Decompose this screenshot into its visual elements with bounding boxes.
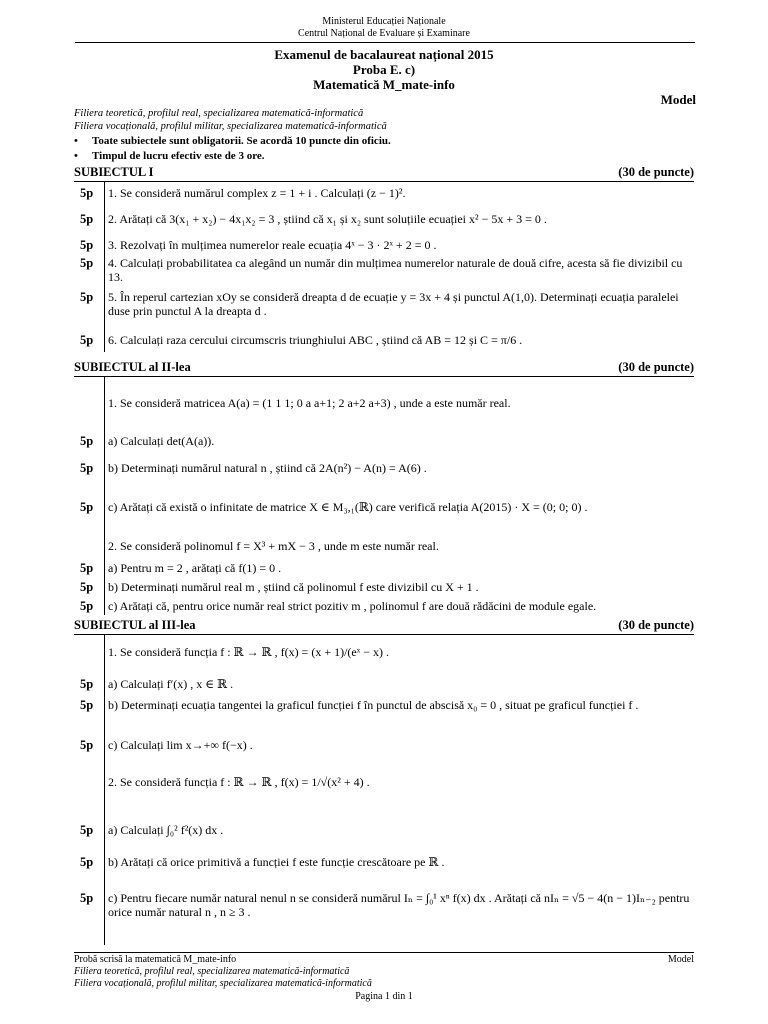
page-number: Pagina 1 din 1: [355, 991, 413, 1002]
section-1-vline: [104, 182, 105, 352]
proba-title: Proba E. c): [352, 62, 416, 77]
footer-line-3: Filiera vocațională, profilul militar, specializarea matematică-informatică: [74, 978, 372, 989]
model-label: Model: [660, 92, 696, 107]
section-1-points: (30 de puncte): [618, 165, 694, 179]
instruction-2: • Timpul de lucru efectiv este de 3 ore.: [74, 150, 265, 162]
subject-title: Matematică M_mate-info: [313, 77, 455, 92]
instruction-1: • Toate subiectele sunt obligatorii. Se acordă 10 puncte din oficiu.: [74, 135, 391, 147]
filiera-vocationala: Filiera vocațională, profilul militar, specializarea matematică-informatică: [74, 121, 387, 132]
section-3-header: [74, 618, 694, 633]
header-rule: [75, 42, 695, 43]
center-name: Centrul Național de Evaluare și Examinare: [298, 28, 470, 39]
section-3-rule: [74, 634, 694, 635]
section-1-header: [74, 165, 694, 180]
section-3-vline: [104, 635, 105, 945]
filiera-teoretica: Filiera teoretică, profilul real, specializarea matematică-informatică: [74, 108, 364, 119]
footer-rule: [74, 952, 694, 953]
section-2-rule: [74, 376, 694, 377]
section-2-vline: [104, 377, 105, 615]
bullet-icon: •: [74, 135, 78, 147]
section-2-title: SUBIECTUL al II-lea: [74, 360, 191, 374]
exam-page: Ministerul Educației Naționale Centrul Național de Evaluare și Examinare Examenul de bacalaureat național 2015 Proba E. c) Matematică M_mate-info Model Filiera teoretică, profilul real, specializarea matematică-informatică Filiera vocațională, profilul militar, specializarea matematică-informatică • Toate subiectele sunt obligatorii. Se acordă 10 puncte din oficiu. • Timpul de lucru efectiv este de 3 ore. SUBIECTUL I (30 de puncte) 5p 1. Se consideră numărul complex z = 1 + i . Calculați (z − 1)². 5p 2. Arătați că 3(x₁ + x₂) − 4x₁x₂ = 3 , știind că x₁ și x₂ sunt soluțiile ecuației x² − 5x + 3 = 0 . 5p 3. Rezolvați în mulțimea numerelor reale ecuația 4ˣ − 3 · 2ˣ + 2 = 0 . 5p 4. Calculați probabilitatea ca alegând un număr din mulțimea numerelor naturale de două cifre, acesta să fie divizibil cu 13. 5p 5. În reperul cartezian xOy se consideră dreapta d de ecuație y = 3x + 4 și punctul A(1,0). Determinați ecuația paralelei duse prin punctul A la dreapta d . 5p 6. Calculați raza cercului circumscris triunghiului ABC , știind că AB = 12 și C = π/6 . SUBIECTUL al II-lea (30 de puncte) 1. Se consideră matricea A(a) = (1 1 1; 0 a a+1; 2 a+2 a+3) , unde a este număr real. 5p a) Calculați det(A(a)). 5p b) Determinați numărul natural n , știind că 2A(n²) − A(n) = A(6) . 5p c) Arătați că există o infinitate de matrice X ∈ M₃,₁(ℝ) care verifică relația A(2015) · X = (0; 0; 0) . 2. Se consideră polinomul f = X³ + mX − 3 , unde m este număr real. 5p a) Pentru m = 2 , arătați că f(1) = 0 . 5p b) Determinați numărul real m , știind că polinomul f este divizibil cu X + 1 . 5p c) Arătați că, pentru orice număr real strict pozitiv m , polinomul f are două rădăcini de module egale. SUBIECTUL al III-lea (30 de puncte) 1. Se consideră funcția f : ℝ → ℝ , f(x) = (x + 1)/(eˣ − x) . 5p a) Calculați f′(x) , x ∈ ℝ . 5p b) Determinați ecuația tangentei la graficul funcției f în punctul de abscisă x₀ = 0 , situat pe graficul funcției f . 5p c) Calculați lim x→+∞ f(−x) . 2. Se consideră funcția f : ℝ → ℝ , f(x) = 1/√(x² + 4) . 5p a) Calculați ∫₀² f²(x) dx . 5p b) Arătați că orice primitivă a funcției f este funcție crescătoare pe ℝ . 5p c) Pentru fiecare număr natural nenul n se consideră numărul Iₙ = ∫₀¹ xⁿ f(x) dx . Arătați că nIₙ = √5 − 4(n − 1)Iₙ₋₂ pentru orice număr natural n , n ≥ 3 . Probă scrisă la matematică M_mate-info Model Filiera teoretică, profilul real, specializarea matematică-informatică Filiera vocațională, profilul militar, specializarea matematică-informatică Pagina 1 din 1: [0, 0, 768, 1024]
footer-model: Model: [667, 954, 694, 965]
ministry-name: Ministerul Educației Naționale: [322, 16, 446, 27]
section-1-rule: [74, 181, 694, 182]
exam-title: Examenul de bacalaureat național 2015: [274, 47, 494, 62]
section-3-title: SUBIECTUL al III-lea: [74, 618, 196, 632]
bullet-icon: •: [74, 150, 78, 162]
footer-line-1: Probă scrisă la matematică M_mate-info Model: [74, 954, 694, 965]
section-1-title: SUBIECTUL I: [74, 165, 154, 179]
section-3-points: (30 de puncte): [618, 618, 694, 632]
section-2-header: [74, 360, 694, 375]
section-2-points: (30 de puncte): [618, 360, 694, 374]
footer-line-2: Filiera teoretică, profilul real, specializarea matematică-informatică: [74, 966, 350, 977]
